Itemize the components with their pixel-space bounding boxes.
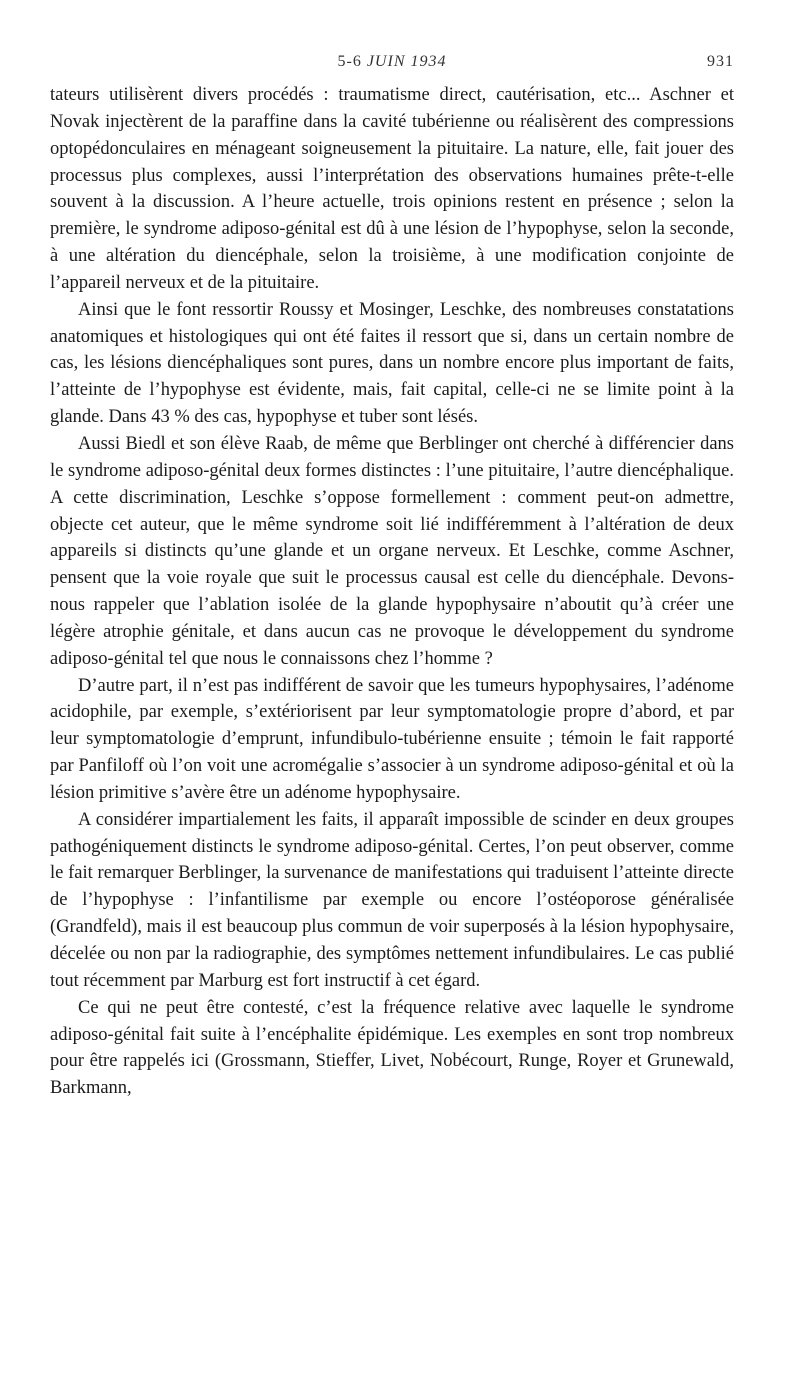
issue-day: 5-6	[337, 53, 362, 70]
paragraph: Aussi Biedl et son élève Raab, de même que Berblinger ont cherché à différencier dans le syndrome adiposo-génital deux formes distinctes : l’une pituitaire, l’autre diencéphalique. A cette discrimination, Leschke s’oppose formellement : comment peut-on admettre, objecte cet auteur, que le même syndrome soit lié indifféremment à l’altération de deux appareils si distincts qu’une glande et un organe nerveux. Et Leschke, comme Aschner, pensent que la voie royale que suit le processus causal est celle du diencéphale. Devons-nous rappeler que l’ablation isolée de la glande hypophysaire n’aboutit qu’à créer une légère atrophie génitale, et dans aucun cas ne provoque le développement du syndrome adiposo-génital tel que nous le connaissons chez l’homme ?	[50, 433, 734, 669]
paragraph: Ce qui ne peut être contesté, c’est la fréquence relative avec laquelle le syndrome adiposo-génital fait suite à l’encéphalite épidémique. Les exemples en sont trop nombreux pour être rappelés ici (Grossmann, Stieffer, Livet, Nobécourt, Runge, Royer et Grunewald, Barkmann,	[50, 997, 734, 1099]
issue-date	[50, 53, 734, 71]
article-body	[50, 82, 734, 1102]
paragraph: Ainsi que le font ressortir Roussy et Mosinger, Leschke, des nombreuses constatations anatomiques et histologiques qui ont été faites il ressort que si, dans un certain nombre de cas, les lésions diencéphaliques sont pures, dans un nombre encore plus important de faits, l’atteinte de l’hypophyse est évidente, mais, fait capital, celle-ci ne se limite point à la glande. Dans 43 % des cas, hypophyse et tuber sont lésés.	[50, 299, 734, 428]
running-head	[50, 53, 734, 77]
paragraph: A considérer impartialement les faits, il apparaît impossible de scinder en deux groupes pathogéniquement distincts le syndrome adiposo-génital. Certes, l’on peut observer, comme le fait remarquer Berblinger, la survenance de manifestations qui traduisent l’atteinte directe de l’hypophyse : l’infantilisme par exemple ou encore l’ostéoporose généralisée (Grandfeld), mais il est beaucoup plus commun de voir superposés à la lésion hypophysaire, décelée ou non par la radiographie, des symptômes nettement infundibulaires. Le cas publié tout récemment par Marburg est fort instructif à cet égard.	[50, 809, 734, 991]
issue-month-year: JUIN 1934	[366, 53, 447, 70]
page-number: 931	[707, 53, 734, 70]
paragraph: D’autre part, il n’est pas indifférent de savoir que les tumeurs hypophysaires, l’adénome acidophile, par exemple, s’extériorisent par leur symptomatologie propre d’abord, et par leur symptomatologie d’emprunt, infundibulo-tubérienne ensuite ; témoin le fait rapporté par Panfiloff où l’on voit une acromégalie s’associer à un syndrome adiposo-génital et où la lésion primitive s’avère être un adénome hypophysaire.	[50, 675, 734, 803]
paragraph: tateurs utilisèrent divers procédés : traumatisme direct, cautérisation, etc... Aschner et Novak injectèrent de la paraffine dans la cavité tubérienne ou réalisèrent des compressions optopédonculaires en ménageant soigneusement la pituitaire. La nature, elle, fait jouer des processus plus complexes, aussi l’interprétation des observations humaines prête-t-elle souvent à la discussion. A l’heure actuelle, trois opinions restent en présence ; selon la première, le syndrome adiposo-génital est dû à une lésion de l’hypophyse, selon la seconde, à une altération du diencéphale, selon la troisième, à une modification conjointe de l’appareil nerveux et de la pituitaire.	[50, 85, 734, 293]
